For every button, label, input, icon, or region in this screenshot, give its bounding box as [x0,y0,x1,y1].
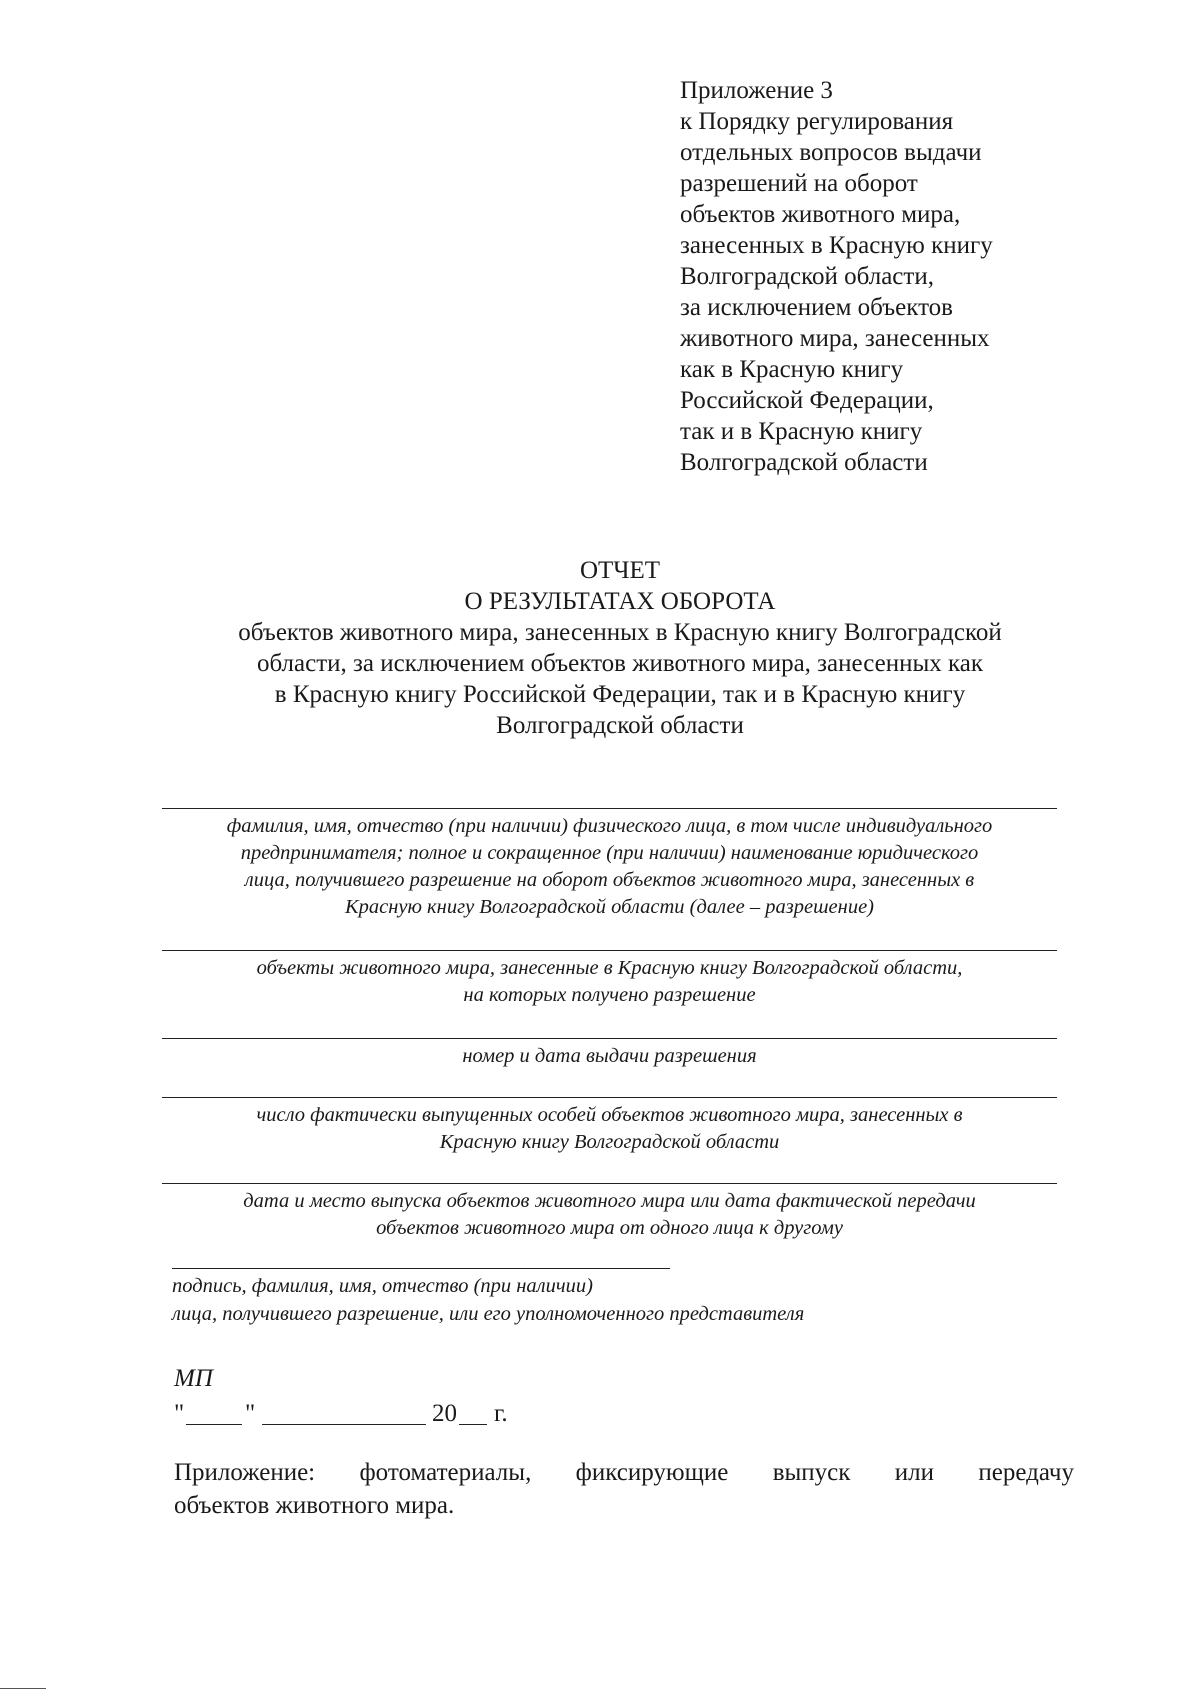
report-title [170,555,1070,741]
date-year-blank[interactable] [459,1398,487,1425]
appendix-line: занесенных в Красную книгу [680,232,993,259]
appendix-line: разрешений на оборот [680,170,918,197]
applicant-field [162,808,1057,921]
objects-field [162,950,1057,1009]
caption-line: объекты животного мира, занесенные в Красную книгу Волгоградской области, [256,957,963,979]
attachment-note [174,1456,1074,1522]
appendix-line: Российской Федерации, [680,387,934,414]
appendix-line: как в Красную книгу [680,356,904,383]
scan-edge-mark [0,1688,46,1689]
report-title-line: объектов животного мира, занесенных в Красную книгу Волгоградской [238,619,1002,646]
caption-line: на которых получено разрешение [463,984,756,1006]
caption-line: подпись, фамилия, имя, отчество (при наличии) [172,1275,593,1297]
date-line [174,1398,574,1430]
appendix-line: Приложение 3 [680,77,833,104]
caption-line: Красную книгу Волгоградской области (далее – разрешение) [345,896,874,918]
count-caption [162,1102,1057,1156]
permit-caption [162,1043,1057,1070]
date-day-blank[interactable] [186,1398,242,1425]
objects-fill-line[interactable] [162,950,1057,951]
appendix-line: отдельных вопросов выдачи [680,139,982,166]
applicant-caption [162,813,1057,921]
date-year-suffix: г. [494,1400,508,1427]
attachment-line: объектов животного мира. [174,1492,455,1519]
date-quote-open: " [174,1400,185,1427]
caption-line: объектов животного мира от одного лица к другому [376,1217,843,1239]
appendix-header [680,75,1120,478]
date-month-blank[interactable] [262,1398,426,1425]
count-field [162,1097,1057,1156]
signature-field [172,1268,932,1328]
objects-caption [162,955,1057,1009]
date-year-prefix: 20 [432,1400,457,1427]
report-title-line: Волгоградской области [496,712,744,739]
appendix-line: к Порядку регулирования [680,108,954,135]
permit-field [162,1038,1057,1070]
appendix-line: объектов животного мира, [680,201,961,228]
signature-caption [172,1272,932,1328]
appendix-line: Волгоградской области, [680,263,934,290]
release-field [162,1183,1057,1242]
caption-line: число фактически выпущенных особей объектов животного мира, занесенных в [256,1104,963,1126]
appendix-line: так и в Красную книгу [680,418,923,445]
caption-line: номер и дата выдачи разрешения [462,1045,757,1067]
report-title-line: в Красную книгу Российской Федерации, так и в Красную книгу [274,681,966,708]
caption-line: фамилия, имя, отчество (при наличии) физического лица, в том числе индивидуального [226,815,993,837]
date-quote-close: " [245,1400,256,1427]
count-fill-line[interactable] [162,1097,1057,1098]
appendix-line: животного мира, занесенных [680,325,990,352]
signature-fill-line[interactable] [172,1268,670,1269]
release-caption [162,1188,1057,1242]
appendix-line: Волгоградской области [680,449,928,476]
permit-fill-line[interactable] [162,1038,1057,1039]
stamp-label: МП [174,1365,213,1392]
caption-line: лица, получившего разрешение, или его уполномоченного представителя [172,1303,805,1325]
report-title-subheading: О РЕЗУЛЬТАТАХ ОБОРОТА [464,588,776,615]
release-fill-line[interactable] [162,1183,1057,1184]
report-title-line: области, за исключением объектов животного мира, занесенных как [256,650,984,677]
appendix-line: за исключением объектов [680,294,953,321]
caption-line: дата и место выпуска объектов животного мира или дата фактической передачи [243,1190,976,1212]
caption-line: Красную книгу Волгоградской области [439,1131,780,1153]
attachment-line: Приложение: фотоматериалы, фиксирующие выпуск или передачу [174,1459,1074,1486]
report-title-heading: ОТЧЕТ [579,557,661,584]
caption-line: лица, получившего разрешение на оборот объектов животного мира, занесенных в [244,869,975,891]
applicant-fill-line[interactable] [162,808,1057,809]
caption-line: предпринимателя; полное и сокращенное (при наличии) наименование юридического [240,842,979,864]
